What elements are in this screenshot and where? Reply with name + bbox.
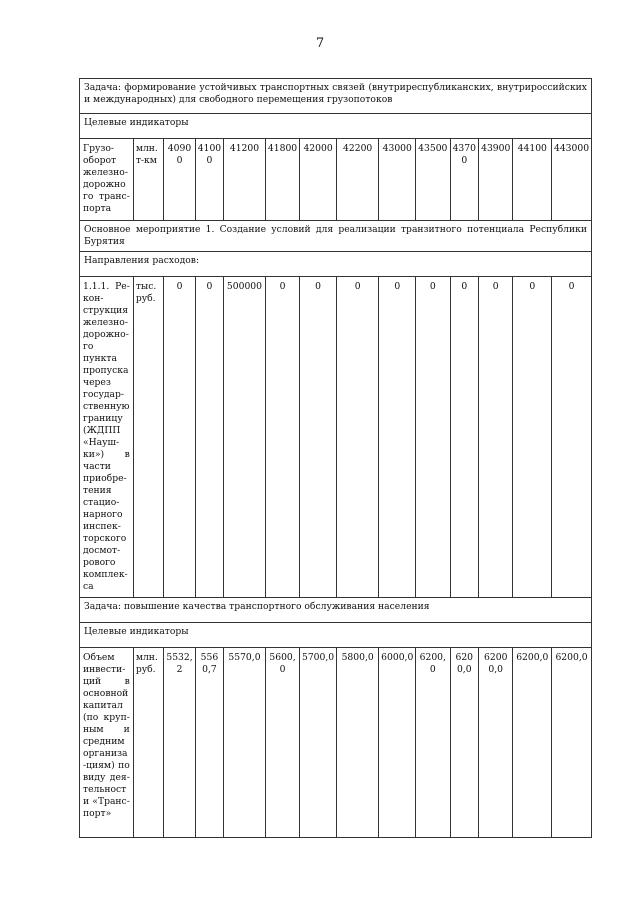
value-cell: 41800 xyxy=(265,139,300,221)
value-cell: 0 xyxy=(450,277,478,598)
value-cell: 5560,7 xyxy=(195,648,223,838)
value-cell: 0 xyxy=(379,277,416,598)
indicator-name: Грузо-оборот железно-дорожного транс-порта xyxy=(80,139,134,221)
value-cell: 6200,0 xyxy=(552,648,592,838)
value-cell: 6200,0 xyxy=(416,648,451,838)
main-event-row: Основное мероприятие 1. Создание условий для реализации транзитного потенциала Республики Бурятия xyxy=(80,221,592,252)
value-cell: 0 xyxy=(478,277,513,598)
value-cell: 0 xyxy=(164,277,195,598)
value-cell: 43000 xyxy=(379,139,416,221)
table-row xyxy=(80,648,592,838)
value-cell: 43700 xyxy=(450,139,478,221)
value-cell: 5532,2 xyxy=(164,648,195,838)
value-cell: 42200 xyxy=(336,139,379,221)
value-cell: 42000 xyxy=(300,139,337,221)
value-cell: 5700,0 xyxy=(300,648,337,838)
value-cell: 62000,0 xyxy=(478,648,513,838)
value-cell: 0 xyxy=(300,277,337,598)
value-cell: 0 xyxy=(336,277,379,598)
value-cell: 6000,0 xyxy=(379,648,416,838)
value-cell: 443000 xyxy=(552,139,592,221)
table-row xyxy=(80,139,592,221)
value-cell: 44100 xyxy=(513,139,552,221)
value-cell: 43900 xyxy=(478,139,513,221)
page-number: 7 xyxy=(315,36,325,51)
program-table xyxy=(79,78,592,838)
indicator-unit: млн. т-км xyxy=(133,139,163,221)
value-cell: 5800,0 xyxy=(336,648,379,838)
table-row xyxy=(80,277,592,598)
value-cell: 0 xyxy=(195,277,223,598)
value-cell: 5570,0 xyxy=(224,648,266,838)
value-cell: 43500 xyxy=(416,139,451,221)
indicators-2-row: Целевые индикаторы xyxy=(80,623,592,648)
value-cell: 6200,0 xyxy=(450,648,478,838)
expense-name: 1.1.1. Ре-кон-струкция железно-дорожно-го пункта пропуска через государ-ственную границу (ЖДПП «Науш-ки») в части приобре-тения стацио-нарного инспек-торского досмот-рового комплек-са xyxy=(80,277,134,598)
expense-unit: тыс. руб. xyxy=(133,277,163,598)
indicator-unit: млн. руб. xyxy=(133,648,163,838)
value-cell: 0 xyxy=(265,277,300,598)
indicators-1-row: Целевые индикаторы xyxy=(80,114,592,139)
value-cell: 500000 xyxy=(224,277,266,598)
value-cell: 0 xyxy=(552,277,592,598)
value-cell: 0 xyxy=(416,277,451,598)
task-1-row: Задача: формирование устойчивых транспортных связей (внутриреспубликанских, внутрироссийских и международных) для свободного перемещения грузопотоков xyxy=(80,79,592,114)
value-cell: 40900 xyxy=(164,139,195,221)
value-cell: 41000 xyxy=(195,139,223,221)
task-2-row: Задача: повышение качества транспортного обслуживания населения xyxy=(80,598,592,623)
value-cell: 6200,0 xyxy=(513,648,552,838)
expenses-row: Направления расходов: xyxy=(80,252,592,277)
value-cell: 0 xyxy=(513,277,552,598)
value-cell: 5600,0 xyxy=(265,648,300,838)
indicator-name: Объем инвести-ций в основной капитал (по круп-ным и средним организа-циям) по виду дея-тельности «Транс-порт» xyxy=(80,648,134,838)
value-cell: 41200 xyxy=(224,139,266,221)
